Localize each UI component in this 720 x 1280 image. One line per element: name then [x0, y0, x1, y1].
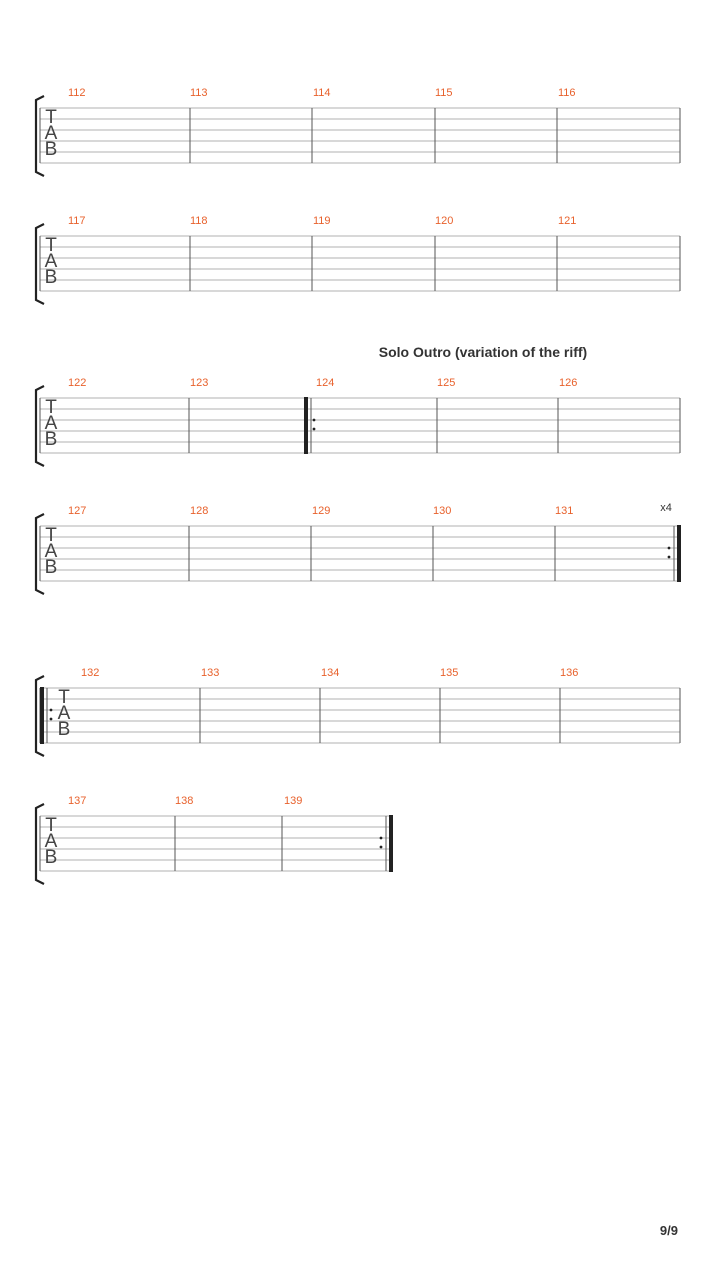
repeat-dot: [668, 556, 671, 559]
tab-clef-a: A: [44, 541, 58, 562]
measure-number: 137: [68, 795, 87, 807]
measure-number: 128: [190, 505, 209, 517]
measure-number: 113: [190, 87, 208, 99]
tab-clef-b: B: [44, 429, 58, 450]
measure-number: 123: [190, 377, 209, 389]
tab-clef-a: A: [44, 251, 58, 272]
measure-number: 119: [313, 215, 331, 227]
measure-number: 127: [68, 505, 87, 517]
measure-number: 126: [559, 377, 578, 389]
tab-clef-b: B: [57, 719, 71, 740]
repeat-dot: [380, 837, 383, 840]
tab-clef-t: T: [45, 815, 57, 836]
measure-number: 112: [68, 87, 86, 99]
measure-number: 133: [201, 667, 220, 679]
repeat-dot: [50, 718, 53, 721]
measure-number: 115: [435, 87, 453, 99]
measure-number: 118: [190, 215, 208, 227]
repeat-dot: [668, 547, 671, 550]
tab-system-6: [36, 795, 393, 884]
tab-clef-a: A: [44, 413, 58, 434]
measure-number: 135: [440, 667, 459, 679]
tab-clef-t: T: [45, 107, 57, 128]
tab-system-4: [36, 502, 681, 594]
tab-clef-b: B: [44, 139, 58, 160]
measure-number: 139: [284, 795, 303, 807]
measure-number: 125: [437, 377, 456, 389]
measure-number: 134: [321, 667, 340, 679]
tab-clef-a: A: [57, 703, 71, 724]
tab-system-2: [36, 215, 680, 304]
repeat-count: x4: [660, 502, 672, 514]
measure-number: 136: [560, 667, 579, 679]
tab-system-3: [36, 344, 680, 466]
tab-clef-t: T: [45, 397, 57, 418]
measure-number: 131: [555, 505, 574, 517]
tab-clef-a: A: [44, 831, 58, 852]
measure-number: 138: [175, 795, 194, 807]
measure-number: 116: [558, 87, 576, 99]
tab-clef-t: T: [45, 235, 57, 256]
measure-number: 114: [313, 87, 331, 99]
measure-number: 129: [312, 505, 331, 517]
measure-number: 122: [68, 377, 87, 389]
repeat-dot: [313, 419, 316, 422]
tab-clef-b: B: [44, 557, 58, 578]
section-title: Solo Outro (variation of the riff): [378, 344, 588, 360]
tab-clef-b: B: [44, 267, 58, 288]
measure-number: 121: [558, 215, 577, 227]
repeat-start-thick-bar: [40, 687, 44, 744]
tab-clef-t: T: [45, 525, 57, 546]
measure-number: 130: [433, 505, 452, 517]
tab-clef-a: A: [44, 123, 58, 144]
repeat-dot: [50, 709, 53, 712]
repeat-dot: [313, 428, 316, 431]
measure-number: 132: [81, 667, 100, 679]
repeat-end-thick-bar: [389, 815, 393, 872]
measure-number: 124: [316, 377, 335, 389]
repeat-dot: [380, 846, 383, 849]
tab-clef-b: B: [44, 847, 58, 868]
repeat-start-thick-bar: [304, 397, 308, 454]
measure-number: 117: [68, 215, 86, 227]
tab-clef-t: T: [58, 687, 70, 708]
page-number: 9/9: [659, 1223, 678, 1238]
measure-number: 120: [435, 215, 454, 227]
repeat-end-thick-bar: [677, 525, 681, 582]
tab-system-1: [36, 87, 680, 176]
tab-system-5: [36, 667, 680, 756]
